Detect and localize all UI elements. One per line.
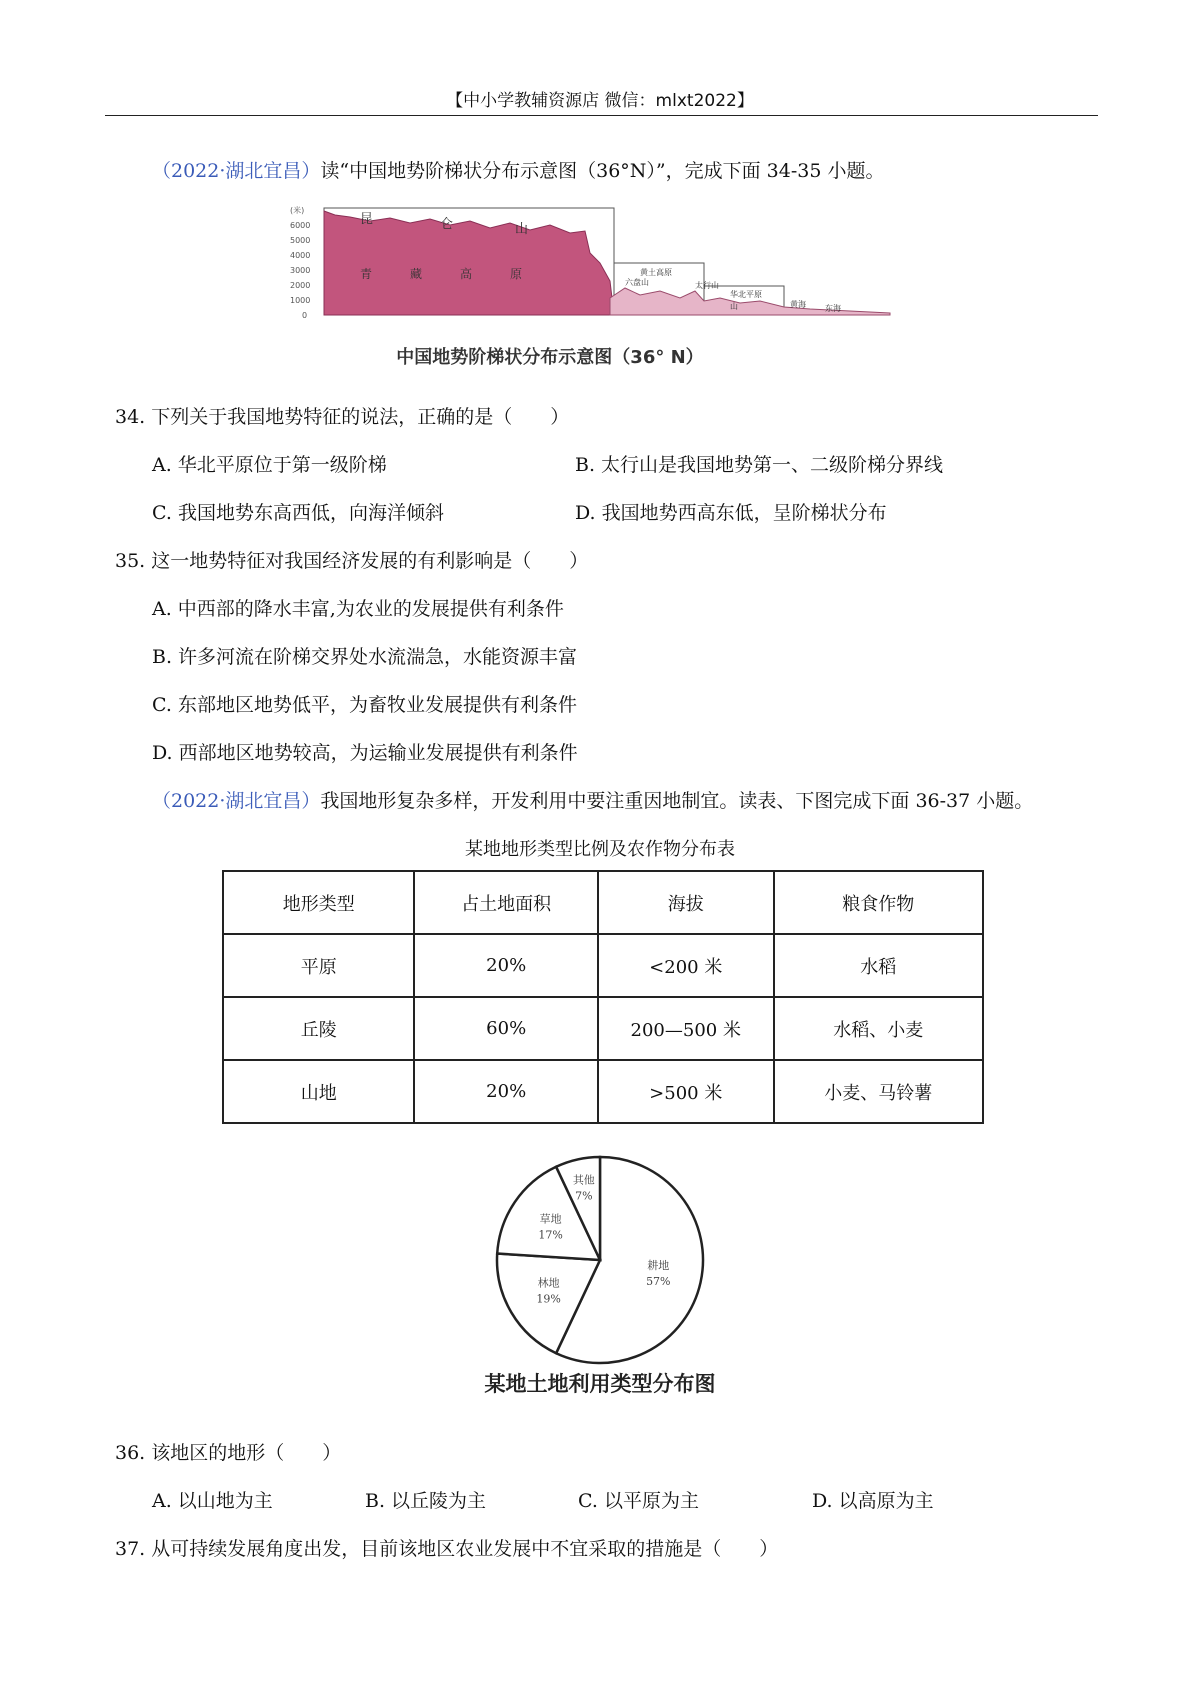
profile-caption: 中国地势阶梯状分布示意图（36° N） <box>396 347 704 368</box>
question-34-stem: 34. 下列关于我国地势特征的说法，正确的是（ ） <box>115 406 570 428</box>
pie-chart-title: 某地土地利用类型分布图 <box>484 1372 716 1396</box>
label-small-1: 山 <box>730 302 738 311</box>
table-header-cell: 粮食作物 <box>774 871 983 934</box>
elevation-profile-figure <box>290 203 930 375</box>
q35-option-d: D. 西部地区地势较高，为运输业发展提供有利条件 <box>152 742 578 764</box>
q35-option-c: C. 东部地区地势低平，为畜牧业发展提供有利条件 <box>152 694 577 716</box>
intro-34-35 <box>152 156 885 183</box>
page-header: 【中小学教辅资源店 微信：mlxt2022】 <box>446 91 754 111</box>
pie-slice-value: 57% <box>646 1275 671 1289</box>
table-cell: 平原 <box>223 934 414 997</box>
label-shan: 山 <box>515 222 529 237</box>
source-tag: （2022·湖北宜昌） <box>152 160 321 182</box>
pie-slice-label: 耕地 <box>647 1259 670 1273</box>
table-cell: 20% <box>414 1060 598 1123</box>
y-tick: 3000 <box>290 266 311 275</box>
table-cell: >500 米 <box>598 1060 774 1123</box>
pie-slice-label: 草地 <box>539 1212 562 1226</box>
source-tag: （2022·湖北宜昌） <box>152 790 321 812</box>
intro-text: 读“中国地势阶梯状分布示意图（36°N）”，完成下面 34-35 小题。 <box>320 160 885 182</box>
table-cell: 丘陵 <box>223 997 414 1060</box>
table-cell: 小麦、马铃薯 <box>774 1060 983 1123</box>
header-divider <box>105 115 1098 116</box>
table-row <box>223 997 983 1060</box>
q36-option-b: B. 以丘陵为主 <box>365 1490 487 1512</box>
label-yuan: 原 <box>510 267 523 281</box>
elevation-profile-svg <box>290 203 930 343</box>
pie-slices <box>497 1157 703 1363</box>
question-37-stem: 37. 从可持续发展角度出发，目前该地区农业发展中不宜采取的措施是（ ） <box>115 1538 779 1560</box>
table-cell: 60% <box>414 997 598 1060</box>
q36-option-a: A. 以山地为主 <box>152 1490 273 1512</box>
q34-option-a: A. 华北平原位于第一级阶梯 <box>152 454 387 476</box>
y-tick-labels <box>290 221 310 320</box>
label-zang: 藏 <box>410 267 423 281</box>
label-small-3: 东海 <box>825 304 841 313</box>
y-tick: 5000 <box>290 236 311 245</box>
intro-text: 我国地形复杂多样，开发利用中要注重因地制宜。读表、下图完成下面 36-37 小题。 <box>320 790 1034 812</box>
question-35-stem: 35. 这一地势特征对我国经济发展的有利影响是（ ） <box>115 550 589 572</box>
table-cell: 20% <box>414 934 598 997</box>
label-lun: 仑 <box>440 217 454 232</box>
y-tick: 1000 <box>290 296 311 305</box>
q36-option-d: D. 以高原为主 <box>812 1490 934 1512</box>
table-header-cell: 占土地面积 <box>414 871 598 934</box>
table-row <box>223 934 983 997</box>
table-header-cell: 地形类型 <box>223 871 414 934</box>
label-loess: 黄土高原 <box>640 268 672 277</box>
pie-slice-value: 19% <box>536 1292 561 1306</box>
intro-36-37 <box>152 786 1033 813</box>
pie-slice-value: 17% <box>538 1228 563 1242</box>
label-gao: 高 <box>460 267 473 281</box>
table-row <box>223 1060 983 1123</box>
table-header-cell: 海拔 <box>598 871 774 934</box>
table-cell: 200—500 米 <box>598 997 774 1060</box>
y-unit: (米) <box>290 206 305 215</box>
table-cell: <200 米 <box>598 934 774 997</box>
label-qing: 青 <box>360 267 373 281</box>
q34-option-c: C. 我国地势东高西低，向海洋倾斜 <box>152 502 444 524</box>
y-tick: 6000 <box>290 221 311 230</box>
table-cell: 水稻 <box>774 934 983 997</box>
label-taihang: 太行山 <box>695 281 719 290</box>
label-kun: 昆 <box>360 212 374 227</box>
landform-table <box>222 870 984 1124</box>
land-use-pie-chart <box>440 1150 760 1400</box>
q34-option-d: D. 我国地势西高东低，呈阶梯状分布 <box>575 502 887 524</box>
label-north-plain: 华北平原 <box>730 290 762 299</box>
q35-option-b: B. 许多河流在阶梯交界处水流湍急，水能资源丰富 <box>152 646 578 668</box>
pie-slice-label: 林地 <box>537 1276 560 1290</box>
label-liupan: 六盘山 <box>625 278 649 287</box>
q36-option-c: C. 以平原为主 <box>578 1490 699 1512</box>
table-header-row <box>223 871 983 934</box>
table-title: 某地地形类型比例及农作物分布表 <box>465 839 735 860</box>
table-cell: 山地 <box>223 1060 414 1123</box>
q34-option-b: B. 太行山是我国地势第一、二级阶梯分界线 <box>575 454 944 476</box>
y-tick: 4000 <box>290 251 311 260</box>
y-tick: 0 <box>302 311 308 320</box>
pie-slice-value: 7% <box>575 1189 593 1203</box>
pie-slice-label: 其他 <box>572 1173 595 1187</box>
q35-option-a: A. 中西部的降水丰富,为农业的发展提供有利条件 <box>152 598 564 620</box>
table-cell: 水稻、小麦 <box>774 997 983 1060</box>
y-tick: 2000 <box>290 281 311 290</box>
question-36-stem: 36. 该地区的地形（ ） <box>115 1442 342 1464</box>
label-small-2: 黄海 <box>790 300 806 309</box>
